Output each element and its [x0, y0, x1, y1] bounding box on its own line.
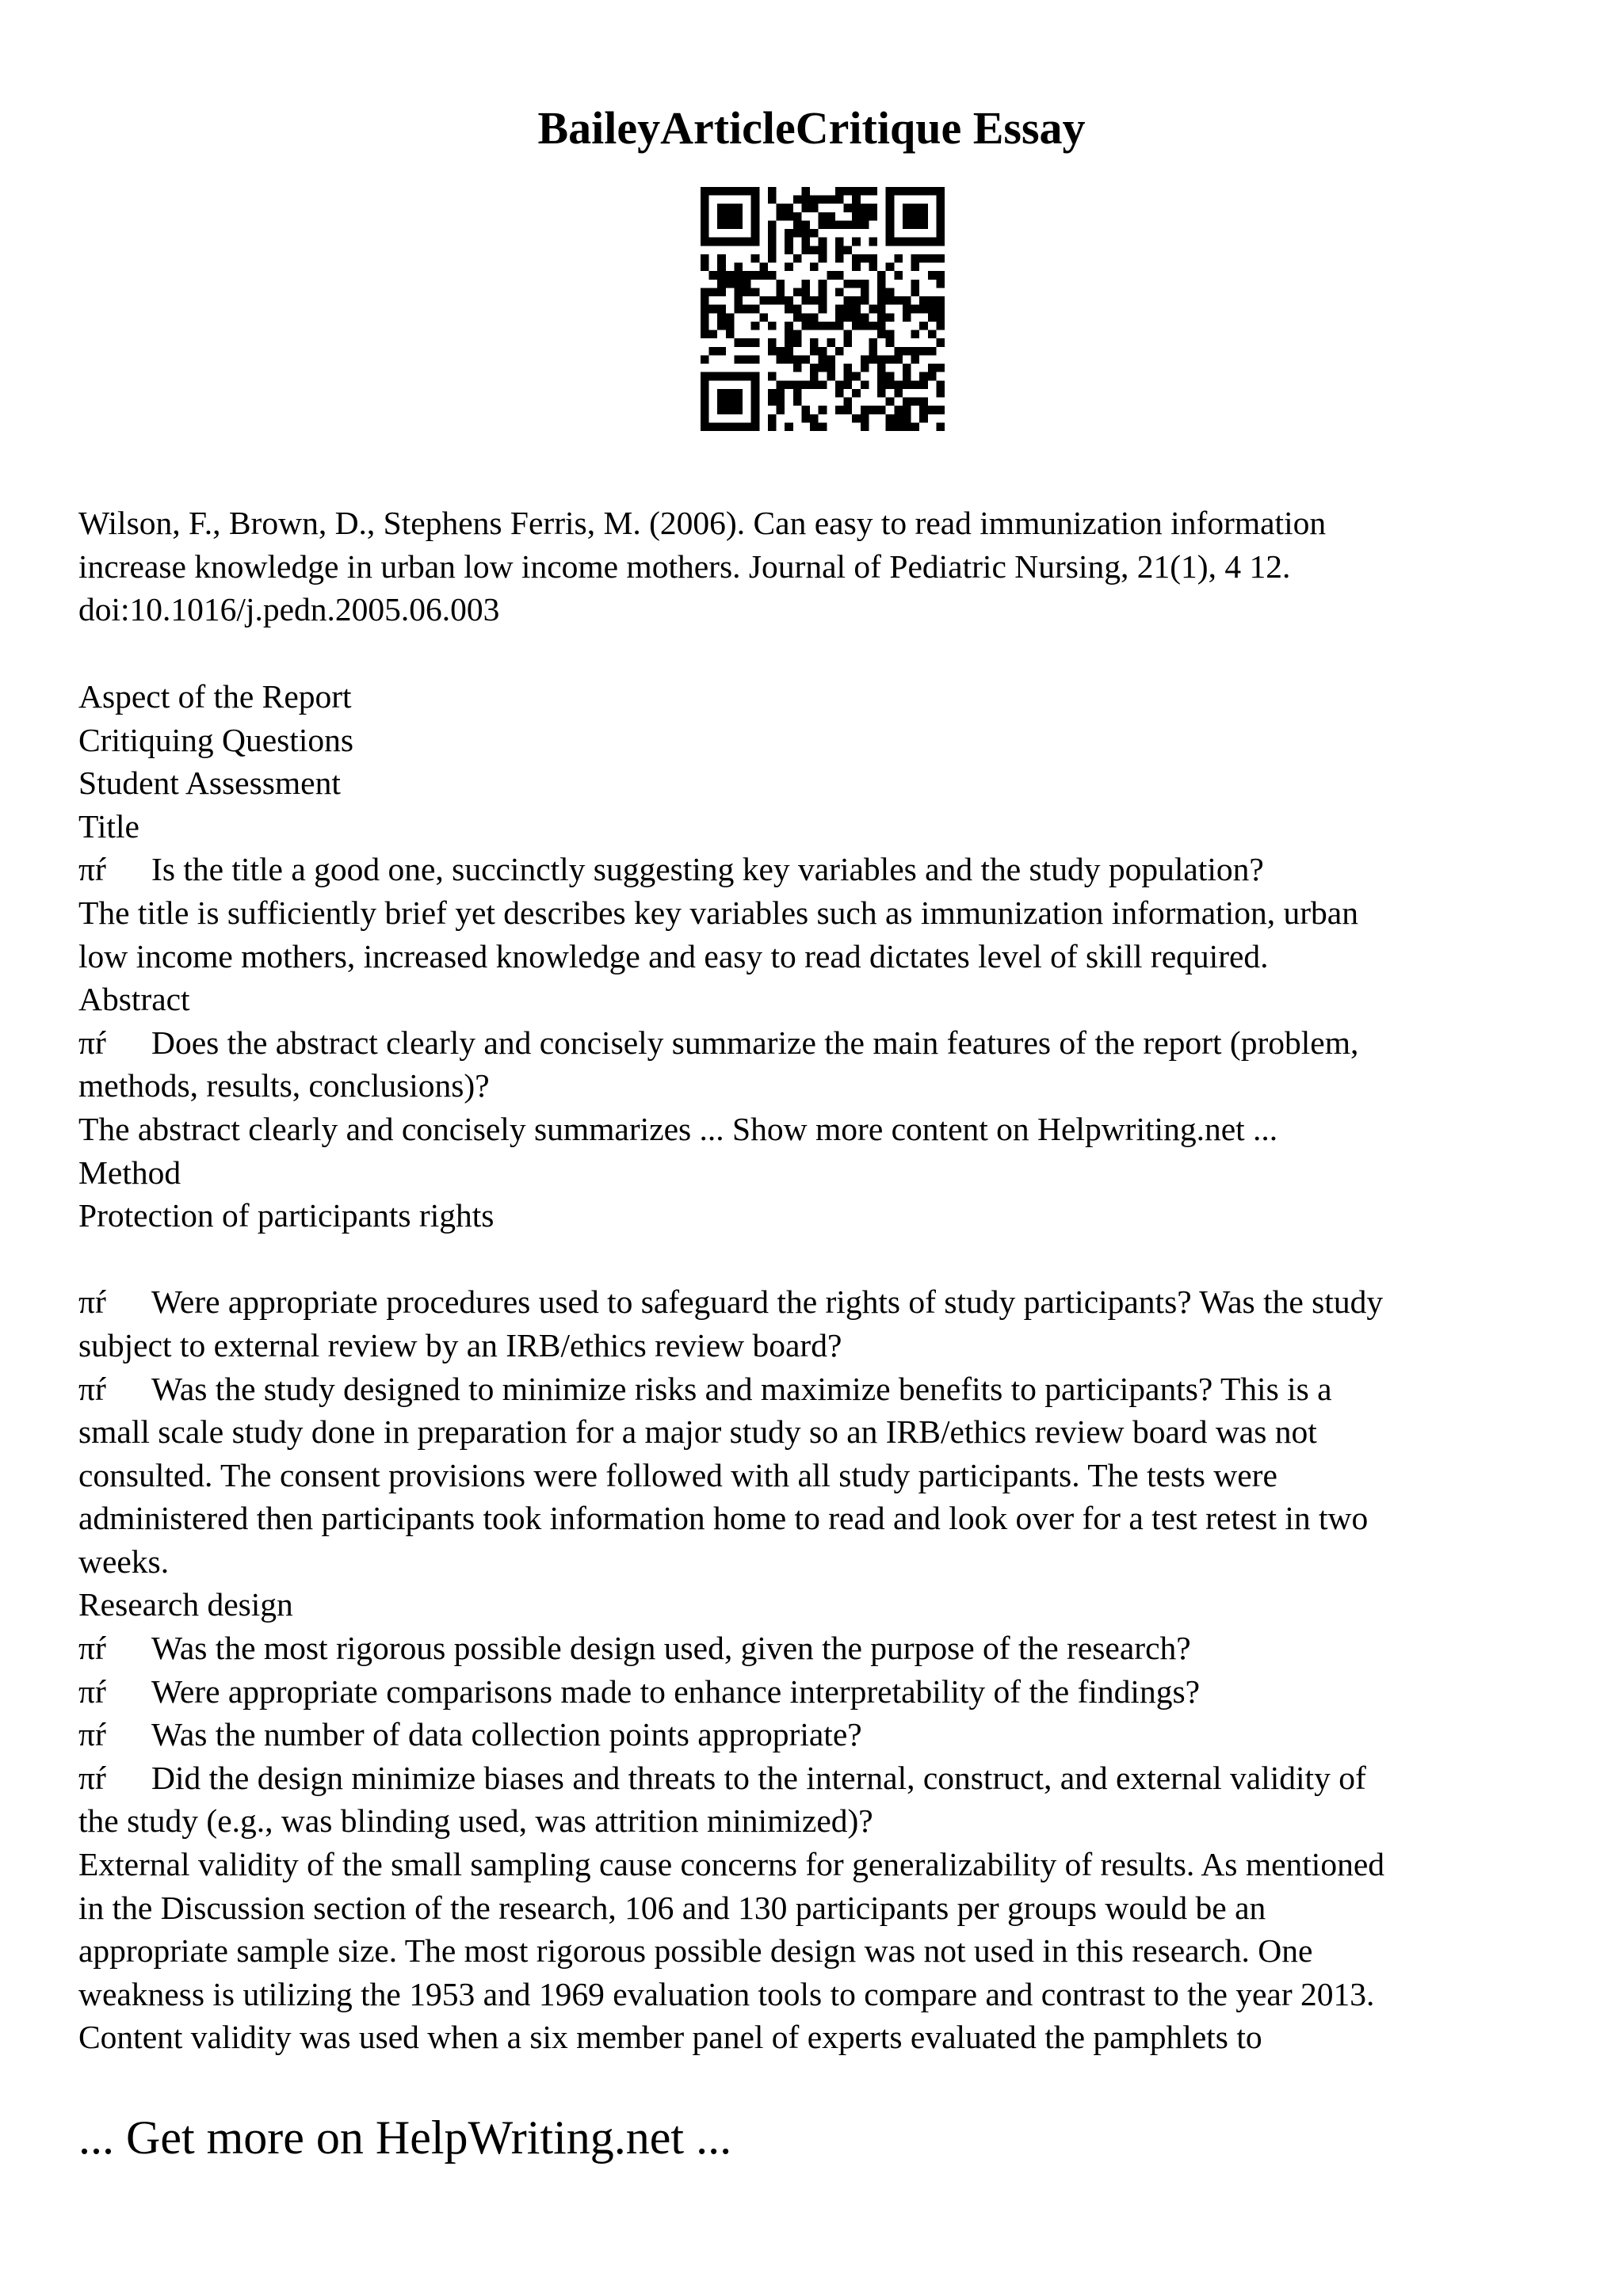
line-text: consulted. The consent provisions were followed with all study participants. The tests were — [78, 1456, 1277, 1493]
question-line — [78, 1367, 1584, 1411]
bullet-icon: πŕ — [78, 1283, 106, 1321]
body-line — [78, 1324, 1584, 1367]
line-text: appropriate sample size. The most rigorous possible design was not used in this research. One — [78, 1932, 1313, 1970]
body-line — [78, 1929, 1584, 1973]
line-text: Were appropriate comparisons made to enhance interpretability of the findings? — [151, 1672, 1201, 1710]
citation-line: Wilson, F., Brown, D., Stephens Ferris, M. (2006). Can easy to read immunization information — [78, 505, 1327, 541]
question-line — [78, 1280, 1584, 1324]
critique-body — [78, 675, 1584, 2059]
body-line — [78, 2016, 1584, 2059]
line-text: Is the title a good one, succinctly suggesting key variables and the study population? — [151, 851, 1264, 888]
body-line — [78, 1583, 1584, 1627]
body-line — [78, 978, 1584, 1021]
citation-line: increase knowledge in urban low income mothers. Journal of Pediatric Nursing, 21(1), 4 12. — [78, 547, 1291, 585]
line-text: administered then participants took information home to read and look over for a test retest in two — [78, 1500, 1369, 1537]
line-text: weeks. — [78, 1543, 170, 1580]
line-text: Aspect of the Report — [78, 678, 352, 715]
bullet-icon: πŕ — [78, 1759, 106, 1796]
body-line — [78, 675, 1584, 719]
line-text: small scale study done in preparation for a major study so an IRB/ethics review board was not — [78, 1413, 1317, 1451]
line-text: Was the most rigorous possible design used, given the purpose of the research? — [151, 1630, 1191, 1667]
body-line — [78, 1799, 1584, 1843]
body-line — [78, 1194, 1584, 1238]
line-text: Title — [78, 807, 139, 845]
line-text: Method — [78, 1154, 181, 1191]
body-line — [78, 1497, 1584, 1540]
line-text: Does the abstract clearly and concisely summarize the main features of the report (problem, — [151, 1024, 1359, 1061]
bullet-icon: πŕ — [78, 1630, 106, 1667]
qr-code-icon — [701, 187, 945, 431]
body-line — [78, 891, 1584, 935]
body-line — [78, 1064, 1584, 1108]
body-line — [78, 1108, 1584, 1151]
line-text: Was the study designed to minimize risks and maximize benefits to participants? This is a — [151, 1370, 1332, 1407]
line-text: methods, results, conclusions)? — [78, 1067, 490, 1104]
line-text: The abstract clearly and concisely summarizes ... Show more content on Helpwriting.net ... — [78, 1110, 1278, 1147]
question-line — [78, 1670, 1584, 1714]
body-line — [78, 935, 1584, 978]
line-text: External validity of the small sampling cause concerns for generalizability of results. As mentioned — [78, 1846, 1385, 1883]
line-text: the study (e.g., was blinding used, was attrition minimized)? — [78, 1802, 873, 1840]
body-line — [78, 1843, 1584, 1886]
body-line — [78, 719, 1584, 762]
line-text: low income mothers, increased knowledge and easy to read dictates level of skill required. — [78, 937, 1269, 974]
bullet-icon: πŕ — [78, 1716, 106, 1753]
bullet-icon: πŕ — [78, 851, 106, 888]
line-text: in the Discussion section of the research, 106 and 130 participants per groups would be an — [78, 1889, 1266, 1926]
body-line — [78, 805, 1584, 849]
citation-doi: doi:10.1016/j.pedn.2005.06.003 — [78, 591, 500, 628]
line-text: The title is sufficiently brief yet describes key variables such as immunization information, urban — [78, 894, 1358, 931]
line-text: Were appropriate procedures used to safeguard the rights of study participants? Was the study — [151, 1283, 1384, 1321]
blank-line — [78, 1238, 1584, 1281]
line-text: Research design — [78, 1586, 293, 1623]
body-line — [78, 1454, 1584, 1497]
question-line — [78, 1627, 1584, 1670]
document-title: BaileyArticleCritique Essay — [537, 102, 1086, 154]
line-text: Did the design minimize biases and threats to the internal, construct, and external validity of — [151, 1759, 1366, 1796]
question-line — [78, 1021, 1584, 1065]
body-line — [78, 1151, 1584, 1195]
line-text: Content validity was used when a six member panel of experts evaluated the pamphlets to — [78, 2019, 1262, 2056]
bullet-icon: πŕ — [78, 1370, 106, 1407]
bullet-icon: πŕ — [78, 1672, 106, 1710]
line-text: Abstract — [78, 981, 190, 1018]
question-line — [78, 1713, 1584, 1756]
line-text: Was the number of data collection points appropriate? — [151, 1716, 862, 1753]
line-text: Critiquing Questions — [78, 721, 353, 758]
line-text: subject to external review by an IRB/ethics review board? — [78, 1326, 842, 1363]
footer-link-text[interactable]: ... Get more on HelpWriting.net ... — [78, 2111, 732, 2164]
body-line — [78, 1410, 1584, 1454]
question-line — [78, 1756, 1584, 1800]
body-line — [78, 761, 1584, 805]
bullet-icon: πŕ — [78, 1024, 106, 1061]
citation — [78, 502, 1584, 631]
body-line — [78, 1886, 1584, 1930]
body-line — [78, 1973, 1584, 2016]
question-line — [78, 848, 1584, 891]
line-text: Student Assessment — [78, 765, 341, 802]
line-text: weakness is utilizing the 1953 and 1969 evaluation tools to compare and contrast to the year 2013. — [78, 1975, 1375, 2012]
body-line — [78, 1540, 1584, 1584]
line-text: Protection of participants rights — [78, 1197, 495, 1234]
